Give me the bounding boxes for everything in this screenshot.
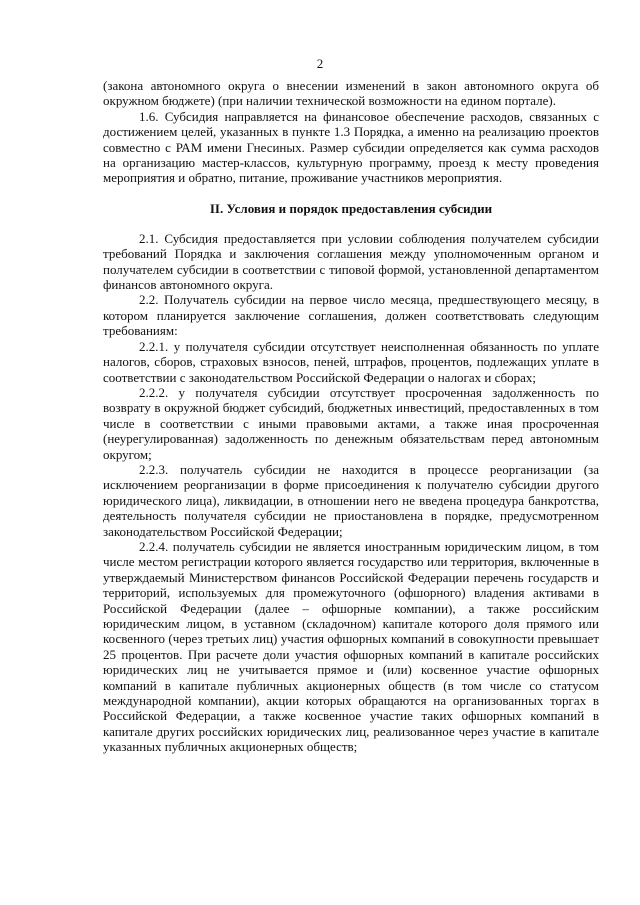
paragraph-continuation: (закона автономного округа о внесении изменений в закон автономного округа об окружном бюджете) (при наличии технической возможности на едином портале). <box>103 78 599 109</box>
paragraph-1-6: 1.6. Субсидия направляется на финансовое обеспечение расходов, связанных с достижением целей, указанных в пункте 1.3 Порядка, а именно на реализацию проектов совместно с РАМ имени Гнесиных. Размер субсидии определяется как сумма расходов на организацию мастер-классов, культурную программу, проезд к месту проведения мероприятия и обратно, питание, проживание участников мероприятия. <box>103 108 599 186</box>
document-body <box>103 78 599 755</box>
paragraph-2-2: 2.2. Получатель субсидии на первое число месяца, предшествующего месяцу, в котором планируется заключение соглашения, должен соответствовать следующим требованиям: <box>103 292 599 339</box>
paragraph-2-2-2: 2.2.2. у получателя субсидии отсутствует просроченная задолженность по возврату в окружной бюджет субсидий, бюджетных инвестиций, предоставленных в том числе в соответствии с иными правовыми актами, а также иная просроченная (неурегулированная) задолженность по денежным обязательствам перед автономным округом; <box>103 384 599 462</box>
paragraph-2-2-3: 2.2.3. получатель субсидии не находится в процессе реорганизации (за исключением реорганизации в форме присоединения к получателю субсидии другого юридического лица), ликвидации, в отношении него не введена процедура банкротства, деятельность получателя субсидии не приостановлена в порядке, предусмотренном законодательством Российской Федерации; <box>103 461 599 539</box>
section-heading: II. Условия и порядок предоставления субсидии <box>209 200 493 216</box>
paragraph-2-2-4: 2.2.4. получатель субсидии не является иностранным юридическим лицом, в том числе местом регистрации которого является государство или территория, включенные в утверждаемый Министерством финансов Российской Федерации перечень государств и территорий, используемых для промежуточного (офшорного) владения активами в Российской Федерации (далее – офшорные компании), а также российским юридическим лицом, в уставном (складочном) капитале которого доля прямого или косвенного (через третьих лиц) участия офшорных компаний в совокупности превышает 25 процентов. При расчете доли участия офшорных компаний в капитале российских юридических лиц не учитывается прямое и (или) косвенное участие офшорных компаний в капитале публичных акционерных обществ (в том числе со статусом международной компании), акции которых обращаются на организованных торгах в Российской Федерации, а также косвенное участие таких офшорных компаний в капитале других российских юридических лиц, реализованное через участие в капитале указанных публичных акционерных обществ; <box>103 538 599 755</box>
paragraph-2-1: 2.1. Субсидия предоставляется при условии соблюдения получателем субсидии требований Порядка и заключения соглашения между уполномоченным органом и получателем субсидии в соответствии с типовой формой, установленной департаментом финансов автономного округа. <box>103 230 599 293</box>
page-number: 2 <box>316 56 324 71</box>
paragraph-2-2-1: 2.2.1. у получателя субсидии отсутствует неисполненная обязанность по уплате налогов, сборов, страховых взносов, пеней, штрафов, процентов, подлежащих уплате в соответствии с законодательством Российской Федерации о налогах и сборах; <box>103 338 599 385</box>
